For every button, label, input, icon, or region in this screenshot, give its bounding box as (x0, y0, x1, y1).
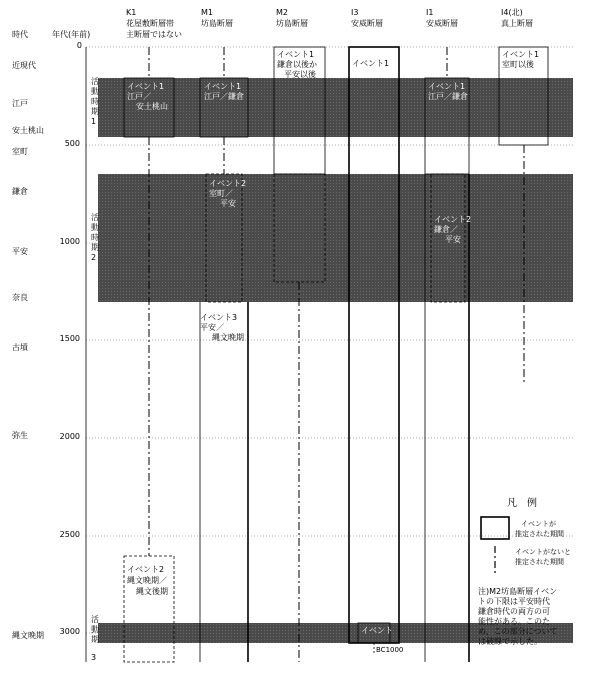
svg-text:イベント1: イベント1 (277, 50, 315, 59)
active-period-2-label (91, 212, 99, 262)
svg-text:活: 活 (91, 213, 99, 222)
svg-text:江戸／鎌倉: 江戸／鎌倉 (428, 92, 468, 101)
era-label-kofun: 古墳 (12, 343, 28, 352)
svg-text:平安: 平安 (220, 199, 236, 208)
svg-text:活: 活 (91, 615, 99, 624)
m1-event-3-label (200, 313, 244, 342)
svg-text:鎌倉以後か: 鎌倉以後か (277, 60, 317, 69)
legend-dash-label: 推定された期間 (515, 558, 564, 566)
tick-label: 0 (76, 41, 82, 50)
column-note: 主断層ではない (126, 30, 182, 39)
i1-event-1-label (428, 82, 468, 101)
svg-text:能性がある。このた: 能性がある。このた (478, 617, 550, 626)
svg-text:期: 期 (91, 635, 99, 644)
era-label-edo: 江戸 (12, 99, 28, 108)
era-label-yayoi: 弥生 (12, 431, 28, 440)
tick-label: 2500 (59, 530, 80, 539)
era-header: 時代 (12, 30, 28, 39)
column-fault-name: 坊島断層 (201, 19, 233, 28)
svg-text:1: 1 (91, 117, 97, 126)
i3-column (349, 47, 399, 654)
year-tick-labels (60, 41, 82, 636)
i3-bc-label: BC1000 (376, 646, 404, 654)
i3-event-2-label: イベント (361, 626, 393, 635)
legend-dash-label: イベントがないと (515, 548, 571, 556)
svg-text:平安以後: 平安以後 (284, 70, 316, 79)
tick-label: 3000 (59, 627, 80, 636)
column-fault-name: 花屋敷断層帯 (126, 19, 174, 28)
svg-text:時: 時 (91, 233, 99, 242)
svg-text:鎌倉時代の両方の可: 鎌倉時代の両方の可 (478, 607, 550, 616)
svg-text:鎌倉／: 鎌倉／ (434, 225, 458, 234)
svg-text:縄文後期: 縄文後期 (136, 587, 168, 596)
svg-text:平安／: 平安／ (200, 323, 224, 332)
column-header-i4 (501, 7, 533, 28)
column-id: K1 (126, 8, 137, 17)
i3-event-1-label: イベント1 (352, 59, 390, 68)
era-label-heian: 平安 (12, 247, 28, 256)
svg-text:安土桃山: 安土桃山 (136, 102, 168, 111)
m1-event-1-label (204, 82, 244, 101)
active-period-3-label (91, 614, 99, 662)
svg-text:江戸／鎌倉: 江戸／鎌倉 (204, 92, 244, 101)
m2-event-1-label (277, 50, 317, 79)
column-id: M1 (201, 8, 213, 17)
svg-text:注)M2坊島断層イベン: 注)M2坊島断層イベン (478, 587, 558, 596)
column-header-m1 (201, 8, 233, 28)
column-id: I1 (426, 8, 434, 17)
era-label-azuchi: 安土桃山 (12, 126, 44, 135)
column-header-i1 (426, 8, 458, 28)
column-id: M2 (276, 8, 288, 17)
svg-text:め、この部分について: め、この部分について (478, 627, 558, 636)
svg-text:トの下限は平安時代: トの下限は平安時代 (478, 597, 550, 606)
m2-column (274, 47, 325, 662)
year-header: 年代(年前) (52, 30, 91, 39)
column-header-k1 (126, 8, 182, 39)
svg-text:室町以後: 室町以後 (502, 60, 534, 69)
svg-text:イベント1: イベント1 (428, 82, 466, 91)
svg-text:期: 期 (91, 243, 99, 252)
column-id: I4(北) (501, 8, 523, 17)
svg-text:動: 動 (91, 87, 99, 96)
svg-text:イベント1: イベント1 (127, 82, 165, 91)
tick-label: 500 (64, 139, 80, 148)
svg-text:3: 3 (91, 653, 97, 662)
svg-text:イベント2: イベント2 (434, 215, 472, 224)
m1-column (200, 47, 248, 662)
svg-text:イベント2: イベント2 (209, 179, 247, 188)
svg-text:イベント2: イベント2 (127, 565, 165, 574)
era-label-muromachi: 室町 (12, 147, 28, 156)
column-fault-name: 安威断層 (351, 19, 383, 28)
i4-event-1-label (502, 50, 539, 69)
svg-text:イベント1: イベント1 (204, 82, 242, 91)
legend-box-label: 推定された期間 (515, 530, 564, 538)
era-label-kamakura: 鎌倉 (12, 187, 28, 196)
svg-text:期: 期 (91, 107, 99, 116)
active-period-2-band (98, 174, 573, 302)
svg-text:動: 動 (91, 625, 99, 634)
tick-label: 1500 (59, 334, 80, 343)
column-fault-name: 真上断層 (501, 19, 533, 28)
legend (481, 496, 571, 574)
svg-text:室町／: 室町／ (209, 189, 233, 198)
svg-text:平安: 平安 (445, 235, 461, 244)
active-period-1-band (98, 78, 573, 137)
legend-title: 凡 例 (507, 498, 537, 509)
svg-text:縄文晩期: 縄文晩期 (212, 333, 244, 342)
active-period-1-label (91, 76, 99, 126)
column-header-i3 (351, 8, 383, 28)
era-label-nara: 奈良 (12, 293, 28, 302)
svg-text:時: 時 (91, 97, 99, 106)
era-label-kingendai: 近現代 (12, 61, 36, 70)
column-fault-name: 安威断層 (426, 19, 458, 28)
svg-text:イベント1: イベント1 (502, 50, 540, 59)
svg-text:活: 活 (91, 77, 99, 86)
era-label-jomon: 縄文晩期 (12, 631, 44, 640)
svg-text:江戸／: 江戸／ (127, 92, 151, 101)
column-id: I3 (351, 8, 359, 17)
svg-text:は破線で示した。: は破線で示した。 (478, 637, 542, 646)
svg-text:イベント3: イベント3 (200, 313, 238, 322)
svg-text:2: 2 (91, 253, 97, 262)
k1-event-2-label (127, 565, 168, 596)
era-labels (12, 60, 44, 640)
legend-box-label: イベントが (521, 520, 556, 528)
tick-label: 1000 (59, 237, 80, 246)
i1-column (425, 47, 472, 662)
tick-label: 2000 (59, 432, 80, 441)
column-header-m2 (276, 8, 308, 28)
column-fault-name: 坊島断層 (276, 19, 308, 28)
svg-text:動: 動 (91, 223, 99, 232)
svg-text:縄文晩期／: 縄文晩期／ (127, 576, 167, 585)
